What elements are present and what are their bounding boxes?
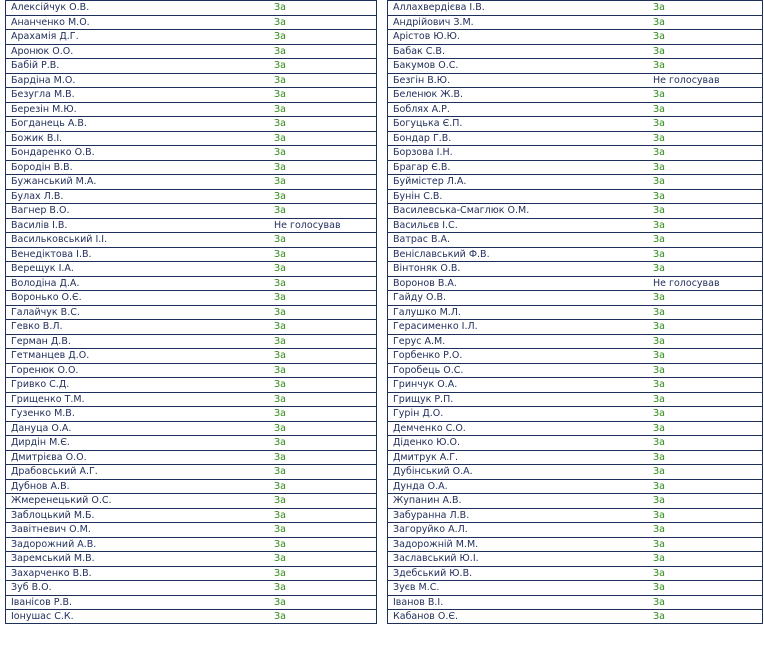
vote-result: За xyxy=(653,582,665,593)
vote-result: За xyxy=(653,132,665,144)
deputy-name: Іванов В.І. xyxy=(393,596,444,608)
deputy-name: Брагар Є.В. xyxy=(393,161,451,173)
vote-result: За xyxy=(653,524,665,535)
vote-result: За xyxy=(274,306,286,318)
vote-result: За xyxy=(274,263,286,274)
deputy-name: Безгін В.Ю. xyxy=(393,74,451,86)
deputy-name: Аронюк О.О. xyxy=(11,45,74,57)
vote-result: За xyxy=(274,480,286,492)
deputy-name: Булах Л.В. xyxy=(11,190,64,202)
vote-result: За xyxy=(274,596,286,608)
deputy-name: Бондар Г.В. xyxy=(393,132,452,144)
table-row xyxy=(388,406,762,421)
vote-result: За xyxy=(274,45,286,57)
deputy-name: Воронов В.А. xyxy=(393,277,457,289)
vote-result: За xyxy=(274,103,286,115)
table-row xyxy=(388,493,762,508)
vote-result: За xyxy=(653,219,665,231)
table-row xyxy=(388,595,762,610)
table-row xyxy=(388,334,762,349)
table-row xyxy=(6,537,376,552)
deputy-name: Аллахвердієва І.В. xyxy=(393,2,485,13)
table-row xyxy=(6,479,376,494)
vote-result: За xyxy=(274,89,286,100)
deputy-name: Веніславський Ф.В. xyxy=(393,248,490,260)
deputy-name: Загоруйко А.Л. xyxy=(393,524,468,535)
vote-result: За xyxy=(274,524,286,535)
vote-result: За xyxy=(653,451,665,463)
deputy-name: Бакумов О.С. xyxy=(393,60,459,71)
vote-result: За xyxy=(274,248,286,260)
table-row xyxy=(6,44,376,59)
deputy-name: Забуранна Л.В. xyxy=(393,509,470,521)
deputy-name: Буймістер Л.А. xyxy=(393,176,467,187)
vote-result: За xyxy=(653,553,665,564)
vote-result: За xyxy=(653,364,665,376)
table-row xyxy=(388,392,762,407)
deputy-name: Венедіктова І.В. xyxy=(11,248,92,260)
deputy-name: Галушко М.Л. xyxy=(393,306,461,318)
vote-result: За xyxy=(653,509,665,521)
deputy-name: Васильковський І.І. xyxy=(11,234,108,245)
deputy-name: Борзова І.Н. xyxy=(393,147,453,158)
vote-result: За xyxy=(653,350,665,361)
table-row xyxy=(6,334,376,349)
vote-result: За xyxy=(653,335,665,347)
vote-result: За xyxy=(653,147,665,158)
deputy-name: Безугла М.В. xyxy=(11,89,75,100)
deputy-name: Богуцька Є.П. xyxy=(393,118,463,129)
table-row xyxy=(6,174,376,189)
deputy-name: Бабак С.В. xyxy=(393,45,445,57)
table-row xyxy=(388,479,762,494)
table-row xyxy=(6,160,376,175)
deputy-name: Василів І.В. xyxy=(11,219,68,231)
vote-result: За xyxy=(653,161,665,173)
table-row xyxy=(388,15,762,30)
vote-result: За xyxy=(653,538,665,550)
deputy-name: Бондаренко О.В. xyxy=(11,147,95,158)
deputy-name: Бородін В.В. xyxy=(11,161,73,173)
deputy-name: Беленюк Ж.В. xyxy=(393,89,464,100)
deputy-name: Андрійович З.М. xyxy=(393,16,474,28)
table-row xyxy=(6,116,376,131)
deputy-name: Галайчук В.С. xyxy=(11,306,80,318)
table-row xyxy=(388,363,762,378)
vote-result: За xyxy=(274,31,286,42)
vote-result: За xyxy=(274,466,286,477)
deputy-name: Вінтоняк О.В. xyxy=(393,263,461,274)
vote-result: За xyxy=(653,248,665,260)
deputy-name: Богданець А.В. xyxy=(11,118,87,129)
vote-result: За xyxy=(274,132,286,144)
table-row xyxy=(6,377,376,392)
deputy-name: Заславський Ю.І. xyxy=(393,553,479,564)
table-row xyxy=(6,609,376,624)
table-row xyxy=(6,406,376,421)
table-row xyxy=(6,348,376,363)
table-row xyxy=(388,421,762,436)
table-row xyxy=(388,44,762,59)
deputy-name: Гузенко М.В. xyxy=(11,408,75,419)
vote-table-left xyxy=(5,0,377,624)
vote-result: За xyxy=(274,582,286,593)
table-row xyxy=(6,0,376,15)
vote-result: За xyxy=(653,2,665,13)
deputy-name: Іванісов Р.В. xyxy=(11,596,73,608)
deputy-name: Боблях А.Р. xyxy=(393,103,450,115)
table-row xyxy=(388,580,762,595)
table-row xyxy=(6,87,376,102)
table-row xyxy=(388,247,762,262)
deputy-name: Грищенко Т.М. xyxy=(11,393,85,405)
vote-result: За xyxy=(274,190,286,202)
deputy-name: Заремський М.В. xyxy=(11,553,95,564)
vote-result: За xyxy=(653,190,665,202)
table-row xyxy=(6,29,376,44)
vote-result: За xyxy=(653,466,665,477)
deputy-name: Драбовський А.Г. xyxy=(11,466,98,477)
table-row xyxy=(6,464,376,479)
deputy-name: Здебський Ю.В. xyxy=(393,567,473,579)
table-row xyxy=(6,261,376,276)
deputy-name: Дубінський О.А. xyxy=(393,466,473,477)
vote-result: За xyxy=(653,45,665,57)
deputy-name: Арахамія Д.Г. xyxy=(11,31,79,42)
vote-result: Не голосував xyxy=(274,219,341,231)
vote-result: За xyxy=(274,321,286,332)
vote-result: Не голосував xyxy=(653,74,720,86)
vote-result: За xyxy=(653,422,665,434)
deputy-name: Арістов Ю.Ю. xyxy=(393,31,460,42)
deputy-name: Горобець О.С. xyxy=(393,364,464,376)
table-row xyxy=(6,392,376,407)
table-row xyxy=(388,522,762,537)
table-row xyxy=(388,145,762,160)
table-row xyxy=(388,0,762,15)
table-row xyxy=(388,305,762,320)
deputy-name: Горенюк О.О. xyxy=(11,364,79,376)
vote-result: За xyxy=(274,292,286,303)
deputy-name: Діденко Ю.О. xyxy=(393,437,461,448)
vote-result: За xyxy=(653,60,665,71)
vote-result: За xyxy=(274,538,286,550)
deputy-name: Захарченко В.В. xyxy=(11,567,92,579)
table-row xyxy=(6,435,376,450)
table-row xyxy=(6,145,376,160)
table-row xyxy=(6,493,376,508)
table-row xyxy=(388,566,762,581)
deputy-name: Дмитрієва О.О. xyxy=(11,451,87,463)
vote-result: За xyxy=(274,277,286,289)
vote-result: За xyxy=(274,553,286,564)
deputy-name: Василевська-Смаглюк О.М. xyxy=(393,205,530,216)
vote-result: За xyxy=(274,567,286,579)
vote-result: За xyxy=(653,118,665,129)
vote-result: За xyxy=(653,567,665,579)
table-row xyxy=(388,348,762,363)
table-row xyxy=(6,247,376,262)
vote-result: За xyxy=(274,234,286,245)
vote-result: За xyxy=(653,611,665,622)
vote-result: За xyxy=(653,596,665,608)
deputy-name: Верещук І.А. xyxy=(11,263,74,274)
vote-result: За xyxy=(274,422,286,434)
vote-result: За xyxy=(274,393,286,405)
vote-result: За xyxy=(274,495,286,506)
vote-result: За xyxy=(653,205,665,216)
table-row xyxy=(388,290,762,305)
vote-result: За xyxy=(653,495,665,506)
deputy-name: Божик В.І. xyxy=(11,132,63,144)
deputy-name: Жмеренецький О.С. xyxy=(11,495,112,506)
deputy-name: Герус А.М. xyxy=(393,335,446,347)
vote-result: За xyxy=(653,31,665,42)
vote-result: За xyxy=(274,2,286,13)
vote-result: За xyxy=(274,16,286,28)
deputy-name: Заблоцький М.Б. xyxy=(11,509,95,521)
table-row xyxy=(388,160,762,175)
table-row xyxy=(6,580,376,595)
deputy-name: Ватрас В.А. xyxy=(393,234,451,245)
table-row xyxy=(388,551,762,566)
vote-result: За xyxy=(274,147,286,158)
vote-result: За xyxy=(653,437,665,448)
table-row xyxy=(6,102,376,117)
table-row xyxy=(6,551,376,566)
table-row xyxy=(388,450,762,465)
vote-result: За xyxy=(274,74,286,86)
deputy-name: Дмитрук А.Г. xyxy=(393,451,459,463)
table-row xyxy=(388,508,762,523)
vote-result: Не голосував xyxy=(653,277,720,289)
table-row xyxy=(388,435,762,450)
deputy-name: Гетманцев Д.О. xyxy=(11,350,90,361)
table-row xyxy=(6,522,376,537)
table-row xyxy=(388,174,762,189)
table-row xyxy=(388,232,762,247)
deputy-name: Березін М.Ю. xyxy=(11,103,77,115)
table-row xyxy=(388,537,762,552)
vote-result: За xyxy=(274,161,286,173)
table-row xyxy=(388,261,762,276)
table-row xyxy=(6,450,376,465)
vote-result: За xyxy=(274,408,286,419)
deputy-name: Герман Д.В. xyxy=(11,335,71,347)
table-row xyxy=(388,87,762,102)
table-row xyxy=(388,58,762,73)
deputy-name: Іонушас С.К. xyxy=(11,611,74,622)
vote-result: За xyxy=(274,350,286,361)
deputy-name: Васильєв І.С. xyxy=(393,219,458,231)
deputy-name: Задорожній М.М. xyxy=(393,538,479,550)
vote-table-right xyxy=(387,0,763,624)
vote-result: За xyxy=(274,451,286,463)
vote-result: За xyxy=(274,335,286,347)
vote-result: За xyxy=(653,379,665,390)
table-row xyxy=(388,73,762,88)
vote-result: За xyxy=(274,379,286,390)
vote-result: За xyxy=(653,480,665,492)
deputy-name: Бардіна М.О. xyxy=(11,74,76,86)
table-row xyxy=(6,421,376,436)
deputy-name: Горбенко Р.О. xyxy=(393,350,463,361)
deputy-name: Вагнер В.О. xyxy=(11,205,70,216)
table-row xyxy=(388,609,762,624)
vote-result: За xyxy=(274,60,286,71)
vote-result: За xyxy=(653,306,665,318)
deputy-name: Жупанин А.В. xyxy=(393,495,462,506)
deputy-name: Дубнов А.В. xyxy=(11,480,70,492)
vote-result: За xyxy=(653,408,665,419)
deputy-name: Герасименко І.Л. xyxy=(393,321,478,332)
vote-result: За xyxy=(653,292,665,303)
table-row xyxy=(6,15,376,30)
deputy-name: Зуб В.О. xyxy=(11,582,52,593)
deputy-name: Гривко С.Д. xyxy=(11,379,70,390)
table-row xyxy=(6,276,376,291)
table-row xyxy=(388,29,762,44)
deputy-name: Кабанов О.Є. xyxy=(393,611,459,622)
table-row xyxy=(6,218,376,233)
table-row xyxy=(388,102,762,117)
table-row xyxy=(388,189,762,204)
vote-result: За xyxy=(653,89,665,100)
vote-result: За xyxy=(653,263,665,274)
table-row xyxy=(6,203,376,218)
deputy-name: Дирдін М.Є. xyxy=(11,437,70,448)
deputy-name: Бужанський М.А. xyxy=(11,176,97,187)
table-row xyxy=(6,305,376,320)
vote-result: За xyxy=(653,176,665,187)
table-row xyxy=(388,319,762,334)
deputy-name: Гринчук О.А. xyxy=(393,379,458,390)
deputy-name: Демченко С.О. xyxy=(393,422,466,434)
table-row xyxy=(6,508,376,523)
vote-result: За xyxy=(274,205,286,216)
deputy-name: Гевко В.Л. xyxy=(11,321,63,332)
deputy-name: Алексійчук О.В. xyxy=(11,2,90,13)
deputy-name: Зуєв М.С. xyxy=(393,582,440,593)
vote-result: За xyxy=(274,509,286,521)
table-row xyxy=(6,566,376,581)
table-row xyxy=(6,319,376,334)
table-row xyxy=(6,73,376,88)
deputy-name: Задорожний А.В. xyxy=(11,538,97,550)
vote-result: За xyxy=(274,176,286,187)
table-row xyxy=(6,363,376,378)
vote-result: За xyxy=(653,16,665,28)
vote-result: За xyxy=(653,234,665,245)
deputy-name: Грищук Р.П. xyxy=(393,393,454,405)
vote-result: За xyxy=(653,103,665,115)
table-row xyxy=(388,131,762,146)
vote-result: За xyxy=(274,364,286,376)
table-row xyxy=(6,189,376,204)
table-row xyxy=(6,58,376,73)
table-row xyxy=(388,464,762,479)
table-row xyxy=(388,218,762,233)
vote-result: За xyxy=(653,321,665,332)
table-row xyxy=(388,276,762,291)
table-row xyxy=(6,595,376,610)
deputy-name: Гайду О.В. xyxy=(393,292,447,303)
table-row xyxy=(388,116,762,131)
deputy-name: Гурін Д.О. xyxy=(393,408,444,419)
deputy-name: Бунін С.В. xyxy=(393,190,443,202)
deputy-name: Бабій Р.В. xyxy=(11,60,60,71)
deputy-name: Завітневич О.М. xyxy=(11,524,91,535)
table-row xyxy=(388,377,762,392)
deputy-name: Ананченко М.О. xyxy=(11,16,90,28)
deputy-name: Воронько О.Є. xyxy=(11,292,82,303)
vote-result: За xyxy=(274,118,286,129)
deputy-name: Дануца О.А. xyxy=(11,422,72,434)
table-row xyxy=(6,232,376,247)
vote-result: За xyxy=(274,611,286,622)
deputy-name: Дунда О.А. xyxy=(393,480,448,492)
table-row xyxy=(6,131,376,146)
deputy-name: Володіна Д.А. xyxy=(11,277,80,289)
table-row xyxy=(388,203,762,218)
vote-result: За xyxy=(653,393,665,405)
table-row xyxy=(6,290,376,305)
vote-result: За xyxy=(274,437,286,448)
